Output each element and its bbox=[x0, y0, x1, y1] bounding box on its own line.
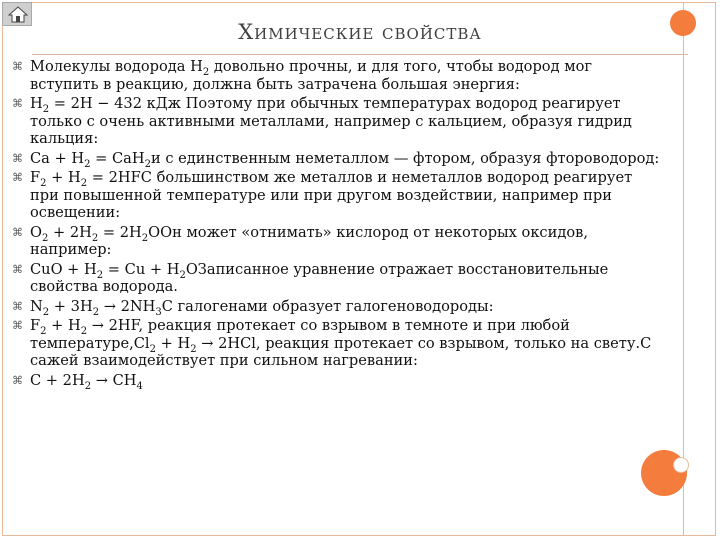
text-run: и с единственным неметаллом — фтором, образуя фтороводород: bbox=[150, 149, 660, 167]
subscript: 2 bbox=[42, 103, 50, 115]
clover-bullet-icon: ⌘ bbox=[12, 299, 23, 313]
bullet-item bbox=[12, 261, 662, 296]
clover-bullet-icon: ⌘ bbox=[12, 225, 23, 239]
text-run: Молекулы водорода H bbox=[30, 58, 203, 75]
clover-bullet-icon: ⌘ bbox=[12, 373, 23, 387]
text-run: F bbox=[30, 317, 41, 334]
text-run: + H bbox=[155, 334, 191, 352]
text-run: → 2HF, реакция протекает со взрывом в темноте и при любой температуре,Cl bbox=[30, 317, 570, 352]
text-run: F bbox=[30, 169, 41, 186]
bullet-item bbox=[12, 95, 662, 148]
text-run: = CaH bbox=[90, 149, 145, 167]
text-run: = Cu + H bbox=[103, 260, 180, 278]
bullet-item bbox=[12, 58, 662, 93]
text-run: O bbox=[30, 223, 42, 241]
text-run: N bbox=[30, 297, 43, 315]
bullet-item bbox=[12, 372, 662, 390]
clover-bullet-icon: ⌘ bbox=[12, 60, 23, 73]
bullet-list bbox=[12, 58, 662, 391]
text-run: = 2HFС большинством же металлов и неметаллов водород реагирует при повышенной температуре или при другом воздействии, например при освещении: bbox=[30, 169, 633, 221]
decor-circle-outline bbox=[673, 457, 689, 473]
bullet-item bbox=[12, 150, 662, 168]
subscript: 2 bbox=[141, 232, 149, 244]
clover-bullet-icon: ⌘ bbox=[12, 151, 23, 165]
text-run: H bbox=[30, 95, 43, 112]
subscript: 4 bbox=[136, 380, 143, 392]
subscript: 2 bbox=[42, 306, 50, 318]
text-run: CuO + H bbox=[30, 260, 97, 278]
subscript: 2 bbox=[144, 158, 151, 170]
bullet-item bbox=[12, 298, 662, 316]
text-run: + H bbox=[46, 317, 81, 334]
text-run: С галогенами образует галогеноводороды: bbox=[161, 297, 494, 315]
text-run: довольно прочны, и для того, чтобы водород мог вступить в реакцию, должна быть затрачена большая энергия: bbox=[30, 58, 593, 93]
bullet-item bbox=[12, 317, 662, 370]
subscript: 2 bbox=[84, 380, 92, 392]
subscript: 2 bbox=[202, 66, 210, 78]
slide-title: Химические свойства bbox=[238, 20, 482, 44]
subscript: 2 bbox=[149, 343, 156, 355]
text-run: C + 2H bbox=[30, 371, 85, 389]
subscript: 2 bbox=[92, 306, 100, 318]
text-run: → CH bbox=[91, 371, 137, 389]
text-run: → 2HCl, реакция протекает со взрывом, только на свету.С сажей взаимодействует при сильном нагревании: bbox=[30, 334, 652, 369]
subscript: 2 bbox=[84, 158, 91, 170]
text-run: → 2NH bbox=[99, 297, 156, 315]
text-run: Ca + H bbox=[30, 149, 85, 167]
subscript: 2 bbox=[40, 325, 47, 337]
clover-bullet-icon: ⌘ bbox=[12, 97, 23, 110]
bullet-item bbox=[12, 169, 662, 222]
clover-bullet-icon: ⌘ bbox=[12, 171, 23, 184]
subscript: 2 bbox=[190, 343, 197, 355]
text-run: = 2H − 432 кДж Поэтому при обычных температурах водород реагирует только с очень активными металлами, например с кальцием, образуя гидрид кальция: bbox=[30, 95, 632, 147]
subscript: 2 bbox=[80, 325, 88, 337]
text-run: OЗаписанное уравнение отражает восстановительные свойства водорода. bbox=[30, 260, 609, 295]
title-underline bbox=[32, 54, 688, 55]
subscript: 3 bbox=[155, 306, 162, 318]
text-run: OОн может «отнимать» кислород от некоторых оксидов, например: bbox=[30, 223, 588, 258]
subscript: 2 bbox=[96, 269, 104, 281]
subscript: 2 bbox=[40, 177, 47, 189]
text-run: + H bbox=[46, 169, 81, 186]
clover-bullet-icon: ⌘ bbox=[12, 319, 23, 332]
text-run: + 3H bbox=[49, 297, 93, 315]
subscript: 2 bbox=[80, 177, 88, 189]
right-border-line bbox=[683, 2, 684, 536]
bullet-item bbox=[12, 224, 662, 259]
text-run: + 2H bbox=[48, 223, 92, 241]
subscript: 2 bbox=[41, 232, 49, 244]
clover-bullet-icon: ⌘ bbox=[12, 262, 23, 276]
subscript: 2 bbox=[179, 269, 186, 281]
subscript: 2 bbox=[91, 232, 99, 244]
text-run: = 2H bbox=[98, 223, 142, 241]
